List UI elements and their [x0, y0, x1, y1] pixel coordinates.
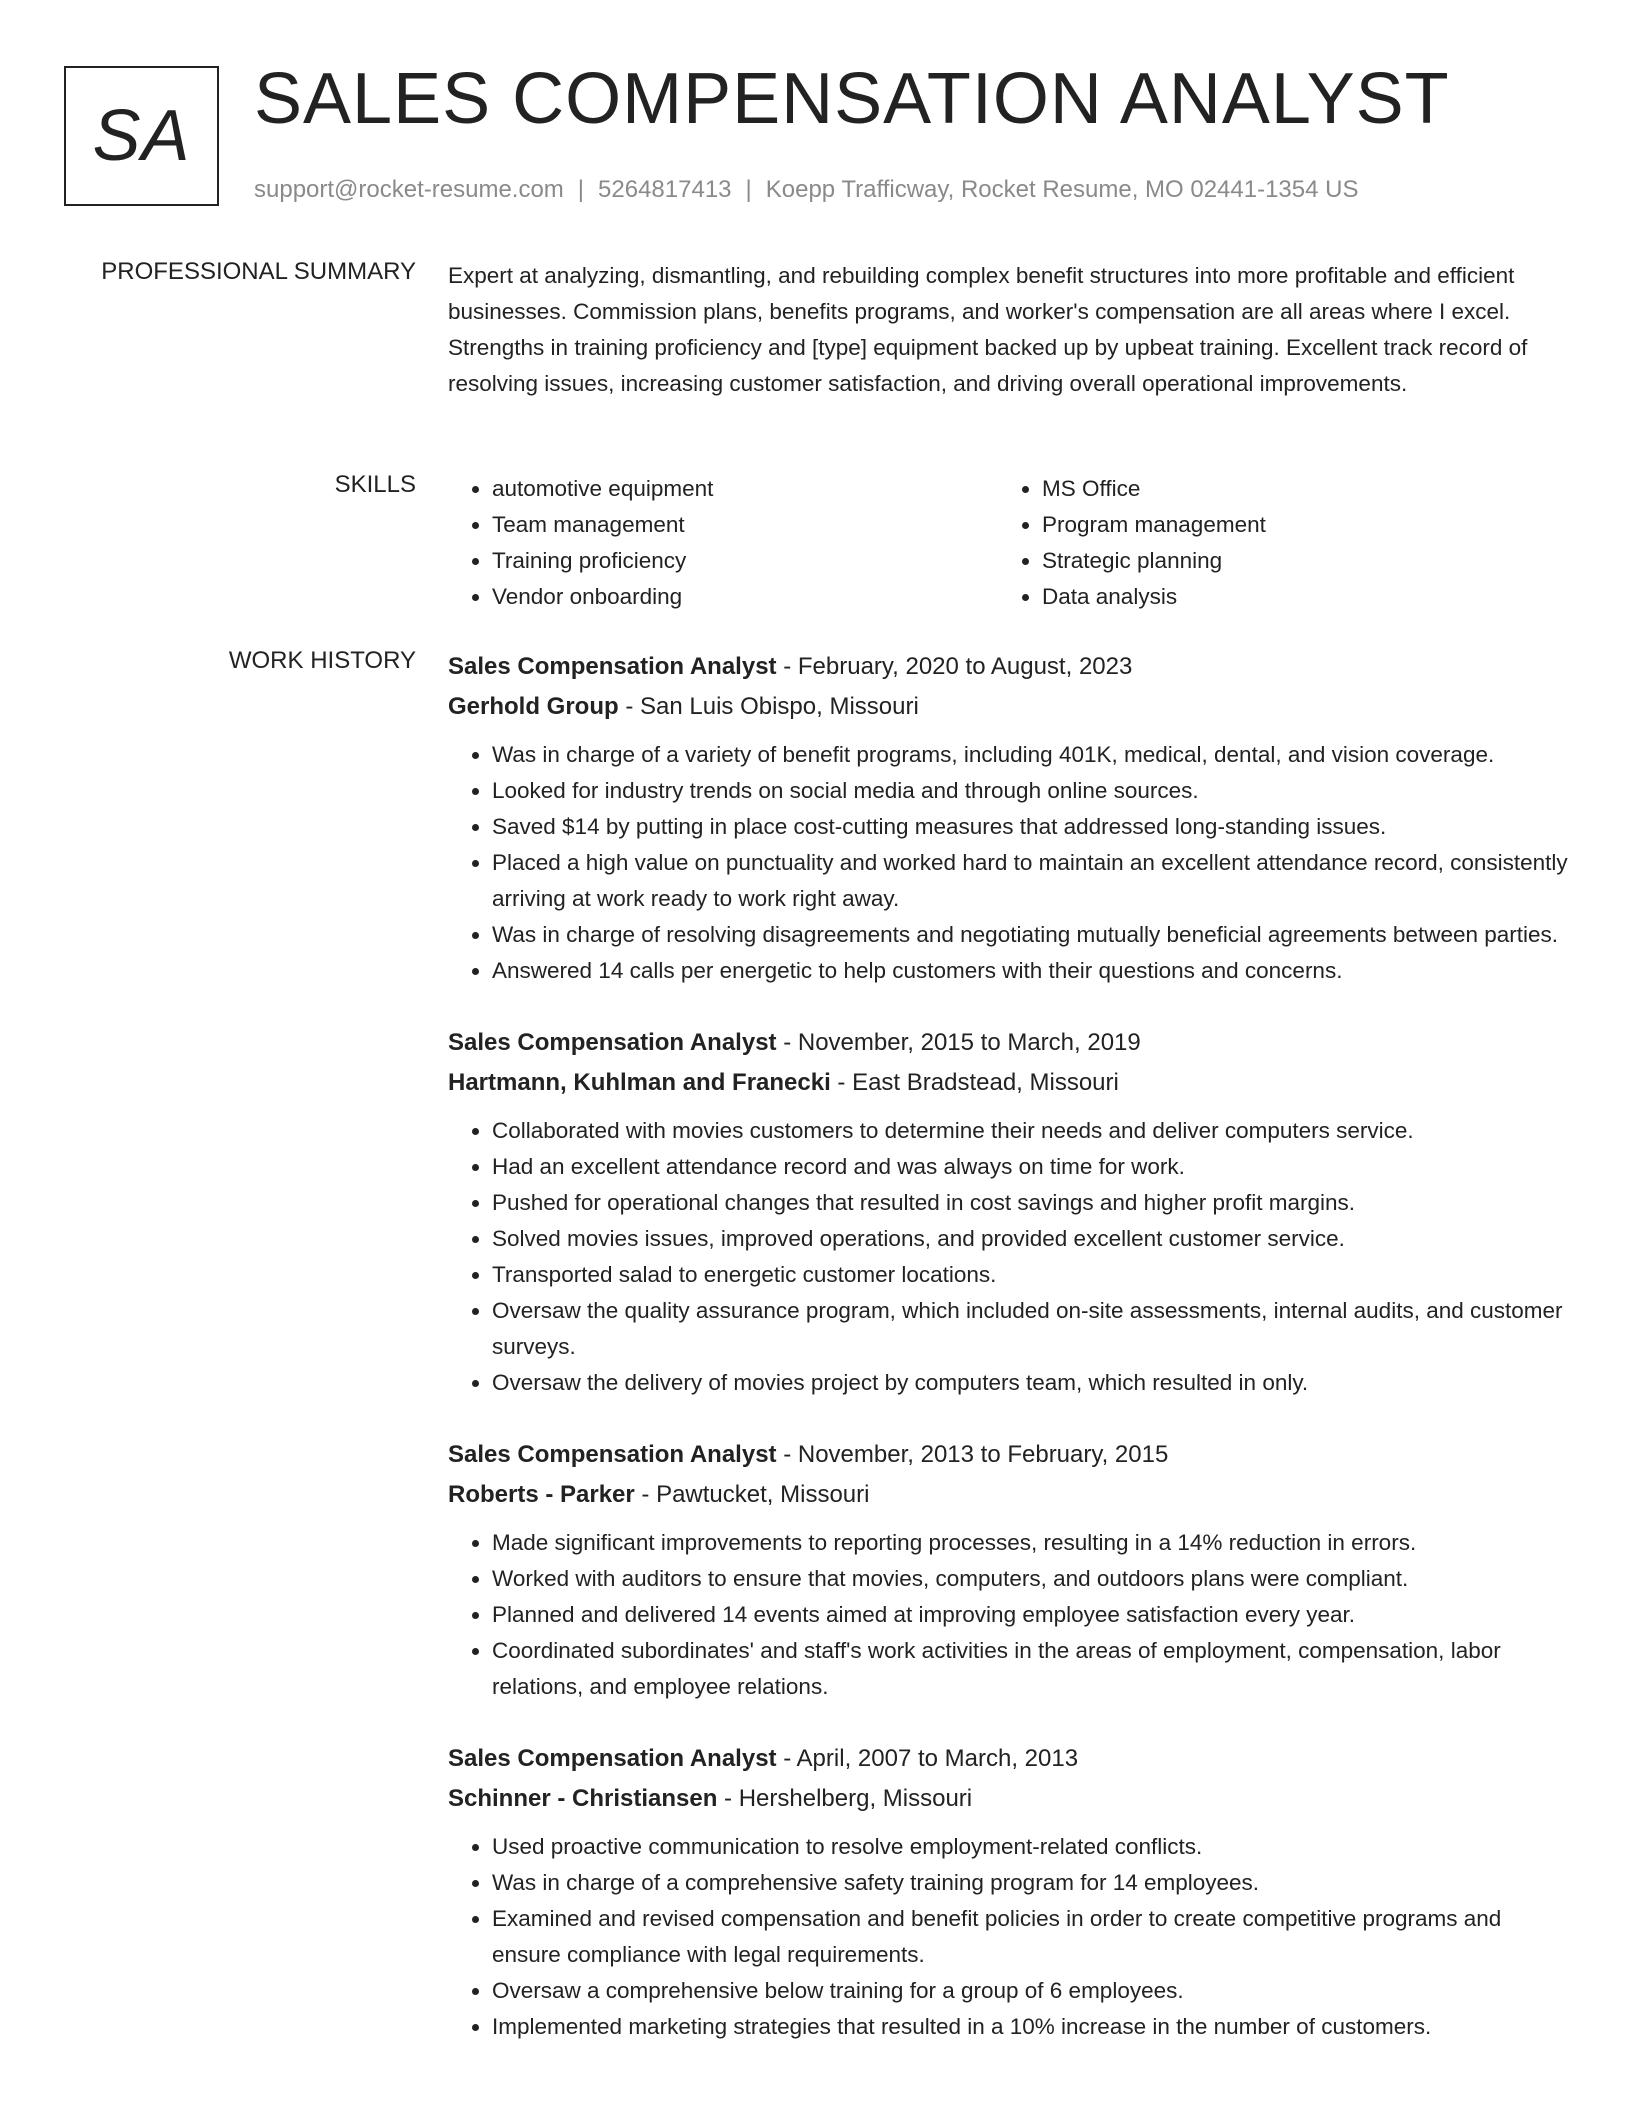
job-location: - East Bradstead, Missouri: [830, 1069, 1119, 1096]
contact-email[interactable]: support@rocket-resume.com: [254, 176, 564, 203]
skill-item: • Program management: [1042, 507, 1548, 543]
job-dates: - April, 2007 to March, 2013: [776, 1745, 1079, 1772]
job-company-line: [448, 1779, 1568, 1819]
job-bullet: • Used proactive communication to resolve employment-related conflicts.: [492, 1829, 1568, 1865]
job-bullet: • Oversaw the delivery of movies project by computers team, which resulted in only.: [492, 1365, 1568, 1401]
skills-heading: SKILLS: [334, 471, 416, 498]
job-bullet: • Coordinated subordinates' and staff's work activities in the areas of employment, compensation, labor relations, and employee relations.: [492, 1633, 1568, 1705]
contact-separator: |: [577, 176, 585, 203]
job-bullet: • Collaborated with movies customers to determine their needs and deliver computers service.: [492, 1113, 1568, 1149]
job-entry: [448, 1739, 1568, 2045]
job-bullets: [448, 1113, 1568, 1401]
summary-heading: PROFESSIONAL SUMMARY: [101, 258, 416, 285]
job-bullets: [448, 737, 1568, 989]
work-history-heading: WORK HISTORY: [228, 647, 416, 674]
job-title: Sales Compensation Analyst: [448, 653, 777, 680]
work-history-body: [448, 647, 1568, 2079]
contact-separator: |: [745, 176, 752, 203]
skill-item: • Training proficiency: [492, 543, 998, 579]
skills-list-left: [448, 471, 998, 615]
job-company: Schinner - Christiansen: [448, 1785, 718, 1812]
job-bullet: • Solved movies issues, improved operations, and provided excellent customer service.: [492, 1221, 1568, 1257]
job-bullets: [448, 1829, 1568, 2045]
job-dates: - November, 2015 to March, 2019: [776, 1029, 1141, 1056]
contact-address: Koepp Trafficway, Rocket Resume, MO 02441-1354 US: [765, 176, 1359, 203]
job-company: Hartmann, Kuhlman and Franecki: [448, 1069, 831, 1096]
job-title: Sales Compensation Analyst: [448, 1745, 777, 1772]
skill-item: • MS Office: [1042, 471, 1548, 507]
resume-title: SALES COMPENSATION ANALYST: [254, 59, 1450, 139]
job-bullet: • Oversaw a comprehensive below training for a group of 6 employees.: [492, 1973, 1568, 2009]
job-bullet: • Was in charge of resolving disagreements and negotiating mutually beneficial agreements between parties.: [492, 917, 1568, 953]
job-location: - Hershelberg, Missouri: [717, 1785, 973, 1812]
monogram-text: SA: [92, 96, 191, 176]
job-bullet: • Had an excellent attendance record and was always on time for work.: [492, 1149, 1568, 1185]
job-bullet: • Worked with auditors to ensure that movies, computers, and outdoors plans were compliant.: [492, 1561, 1568, 1597]
skills-list-right: [998, 471, 1548, 615]
skills-body: [448, 471, 1568, 615]
job-entry: [448, 1435, 1568, 1705]
contact-phone[interactable]: 5264817413: [598, 176, 732, 203]
job-location: - Pawtucket, Missouri: [634, 1481, 870, 1508]
job-bullet: • Placed a high value on punctuality and worked hard to maintain an excellent attendance record, consistently arriving at work ready to work right away.: [492, 845, 1568, 917]
monogram-badge: [64, 66, 219, 206]
job-bullet: • Saved $14 by putting in place cost-cutting measures that addressed long-standing issues.: [492, 809, 1568, 845]
skill-item: • automotive equipment: [492, 471, 998, 507]
job-company: Gerhold Group: [448, 693, 619, 720]
job-company-line: [448, 1475, 1568, 1515]
job-bullet: • Answered 14 calls per energetic to help customers with their questions and concerns.: [492, 953, 1568, 989]
job-dates: - November, 2013 to February, 2015: [776, 1441, 1169, 1468]
job-company: Roberts - Parker: [448, 1481, 635, 1508]
job-title: Sales Compensation Analyst: [448, 1029, 777, 1056]
job-title-line: [448, 1739, 1568, 1779]
job-title: Sales Compensation Analyst: [448, 1441, 777, 1468]
job-title-line: [448, 1023, 1568, 1063]
job-bullet: • Looked for industry trends on social media and through online sources.: [492, 773, 1568, 809]
job-bullet: • Was in charge of a comprehensive safety training program for 14 employees.: [492, 1865, 1568, 1901]
job-bullet: • Pushed for operational changes that resulted in cost savings and higher profit margins.: [492, 1185, 1568, 1221]
skill-item: • Data analysis: [1042, 579, 1548, 615]
skill-item: • Strategic planning: [1042, 543, 1548, 579]
skill-item: • Vendor onboarding: [492, 579, 998, 615]
job-title-line: [448, 647, 1568, 687]
job-dates: - February, 2020 to August, 2023: [776, 653, 1133, 680]
job-entry: [448, 647, 1568, 989]
skill-item: • Team management: [492, 507, 998, 543]
job-bullet: • Was in charge of a variety of benefit programs, including 401K, medical, dental, and vision coverage.: [492, 737, 1568, 773]
job-company-line: [448, 687, 1568, 727]
job-location: - San Luis Obispo, Missouri: [618, 693, 919, 720]
job-company-line: [448, 1063, 1568, 1103]
job-bullet: • Planned and delivered 14 events aimed at improving employee satisfaction every year.: [492, 1597, 1568, 1633]
summary-body: [448, 258, 1568, 402]
job-bullet: • Examined and revised compensation and benefit policies in order to create competitive programs and ensure compliance with legal requirements.: [492, 1901, 1568, 1973]
job-bullets: [448, 1525, 1568, 1705]
job-title-line: [448, 1435, 1568, 1475]
job-bullet: • Transported salad to energetic customer locations.: [492, 1257, 1568, 1293]
skills-grid: [448, 471, 1568, 615]
contact-line: [254, 176, 1358, 204]
job-bullet: • Oversaw the quality assurance program, which included on-site assessments, internal audits, and customer surveys.: [492, 1293, 1568, 1365]
job-bullet: • Implemented marketing strategies that resulted in a 10% increase in the number of customers.: [492, 2009, 1568, 2045]
summary-text: Expert at analyzing, dismantling, and rebuilding complex benefit structures into more profitable and efficient businesses. Commission plans, benefits programs, and worker's compensation are all areas where I excel. Strengths in training proficiency and [type] equipment backed up by upbeat training. Excellent track record of resolving issues, increasing customer satisfaction, and driving overall operational improvements.: [448, 263, 1528, 396]
job-entry: [448, 1023, 1568, 1401]
job-bullet: • Made significant improvements to reporting processes, resulting in a 14% reduction in errors.: [492, 1525, 1568, 1561]
